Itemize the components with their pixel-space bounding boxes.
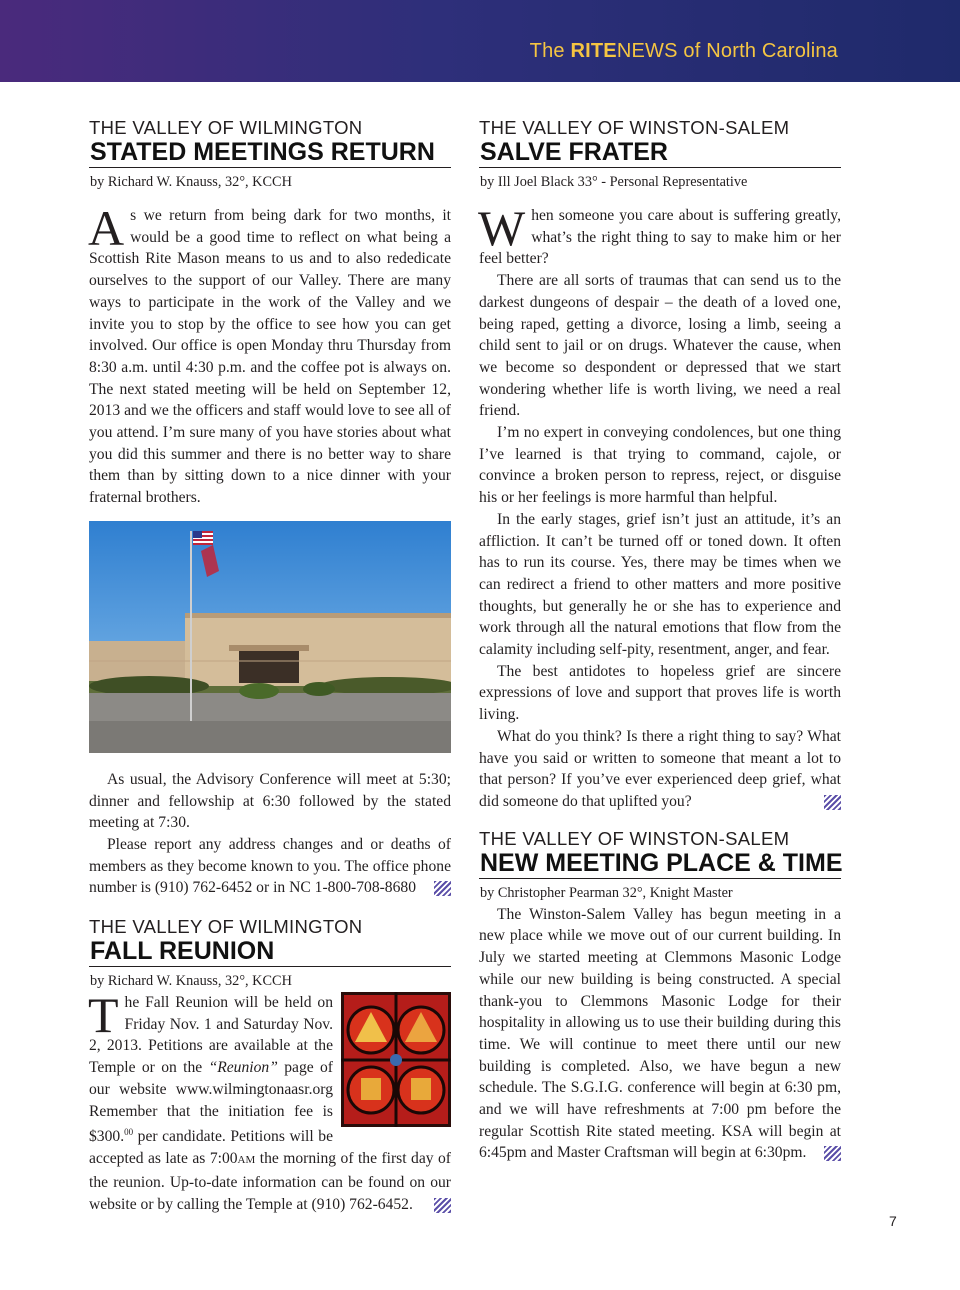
article-headline: NEW MEETING PLACE & TIME bbox=[480, 848, 843, 877]
article-body bbox=[88, 200, 451, 509]
paragraph-text: What do you think? Is there a right thing to say? What have you said or written to someone that meant a lot to that person? If you’ve ever experienced deep grief, what did someone do that uplifted you? bbox=[479, 727, 841, 810]
header-banner bbox=[0, 0, 960, 82]
paragraph-text: hen someone you care about is suffering greatly, what’s the right thing to say to make him or her feel better? bbox=[479, 207, 841, 268]
drop-cap: A bbox=[88, 200, 125, 256]
paragraph-text: the morning of the first day of the reunion. Up-to-date information can be found on our website or by calling the Temple at (910) 762-6452. bbox=[89, 1150, 451, 1213]
paragraph: The best antidotes to hopeless grief are sincere expressions of love and support that proves life is worth living. bbox=[479, 662, 841, 724]
article-kicker: THE VALLEY OF WILMINGTON bbox=[89, 117, 363, 138]
drop-cap: T bbox=[88, 987, 119, 1044]
small-caps-am: AM bbox=[237, 1154, 256, 1167]
article-headline: STATED MEETINGS RETURN bbox=[89, 138, 451, 168]
paragraph: As usual, the Advisory Conference will meet at 5:30; dinner and fellowship at 6:30 followed by the stated meeting at 7:30. bbox=[89, 770, 451, 832]
paragraph-text: s we return from being dark for two months, it would be a good time to reflect on what being a Scottish Rite Mason means to us and to also rededicate ourselves to the support of our Valley. There are many ways to participate in the work of the Valley and we invite you to stop by the office to see how you can get involved. Our office is open Monday thru Thursday from 8:30 a.m. until 4:30 p.m. and the coffee pot is always on. The next stated meeting will be held on September 12, 2013 and we the officers and staff would love to see all of you attend. I’m sure many of you have stories about what you did this summer and there is no better way to share them than by sitting down to a nice dinner with your fraternal brothers. bbox=[89, 207, 451, 507]
paragraph-text: per candidate. Petitions will be accepted as late as 7:00 bbox=[89, 1128, 333, 1168]
publication-title bbox=[530, 40, 838, 63]
temple-photo bbox=[89, 521, 451, 753]
drop-cap: W bbox=[478, 200, 526, 256]
title-suffix: of North Carolina bbox=[677, 40, 838, 62]
paragraph bbox=[88, 200, 451, 509]
paragraph: In the early stages, grief isn’t just an attitude, it’s an affliction. It can’t be turned off or toned down. It often has to run its course. Yes, there may be times when we can redirect a friend to other matters and more positive thoughts, but generally he or she has to experience and work through all the natural emotions that flow from the calamity including self-pity, resentment, anger, and fear. bbox=[479, 510, 841, 659]
article-kicker: THE VALLEY OF WINSTON-SALEM bbox=[479, 827, 790, 849]
title-rite: RITE bbox=[570, 40, 617, 62]
paragraph-text: he Fall Reunion will be held on Friday Nov. 1 and Saturday Nov. 2, 2013. Petitions are available at the Temple or on the bbox=[89, 994, 333, 1077]
end-mark-icon bbox=[824, 1146, 841, 1161]
stained-glass-image bbox=[341, 992, 451, 1127]
reunion-italic: “Reunion” bbox=[208, 1059, 278, 1077]
left-column bbox=[89, 118, 451, 1215]
right-column bbox=[479, 118, 841, 1164]
end-mark-icon bbox=[824, 795, 841, 810]
end-mark-icon bbox=[434, 881, 451, 896]
article-byline: by Richard W. Knauss, 32°, KCCH bbox=[90, 973, 292, 990]
article-byline: by Richard W. Knauss, 32°, KCCH bbox=[90, 174, 292, 190]
paragraph: There are all sorts of traumas that can send us to the darkest dungeons of despair – the death of a loved one, being raped, getting a divorce, losing a limb, seeing a child sent to jail or on drugs. Whatever the cause, when we become so despondent or depressed that we start wondering whether life is worth living, we need a real friend. bbox=[479, 272, 841, 420]
paragraph bbox=[479, 904, 841, 1164]
paragraph-text: Please report any address changes and or deaths of members as they become known to you. The office phone number is (910) 762-6452 or in NC 1-800-708-8680 bbox=[89, 835, 451, 897]
paragraph bbox=[479, 726, 841, 813]
article-kicker: THE VALLEY OF WINSTON-SALEM bbox=[479, 117, 790, 138]
article-kicker: THE VALLEY OF WILMINGTON bbox=[89, 916, 363, 938]
article-headline: SALVE FRATER bbox=[479, 138, 841, 168]
paragraph-text: The Winston-Salem Valley has begun meeting in a new place while we move out of our current building. In July we started meeting at Clemmons Masonic Lodge while our new building is being constructed. A special thank-you to Clemmons Masonic Lodge for their hospitality in allowing us to use their building during this time. We will continue to meet there until our new building is completed. Also, we have begun a new schedule. The S.G.I.G. conference will begin at 6:30 pm, and we will have refreshments at 7:00 pm before the regular Scottish Rite stated meeting. KSA will begin at 6:45pm and Master Craftsman will begin at 6:30pm. bbox=[479, 905, 841, 1162]
end-mark-icon bbox=[434, 1198, 451, 1213]
paragraph-text: page of our website www.wilmingtonaasr.org Remember that the initiation fee is $300. bbox=[89, 1059, 333, 1146]
superscript-cents: 00 bbox=[124, 1127, 134, 1138]
paragraph: I’m no expert in conveying condolences, but one thing I’ve learned is that trying to command, cajole, or convince a broken person to repress, reject, or disguise his or her feelings is more harmful than helpful. bbox=[479, 424, 841, 507]
article-byline: by Ill Joel Black 33° - Personal Representative bbox=[480, 174, 748, 190]
paragraph bbox=[89, 834, 451, 899]
title-news: NEWS bbox=[616, 40, 678, 62]
page-number: 7 bbox=[889, 1213, 897, 1229]
article-byline: by Christopher Pearman 32°, Knight Master bbox=[480, 884, 733, 901]
article-body-continued bbox=[89, 769, 451, 899]
new-meeting-article bbox=[479, 829, 841, 1164]
article-body bbox=[478, 200, 841, 813]
temple-building-image bbox=[89, 521, 451, 753]
paragraph bbox=[478, 200, 841, 270]
article-body bbox=[479, 904, 841, 1164]
article-headline: FALL REUNION bbox=[89, 937, 451, 967]
title-prefix: The bbox=[529, 40, 571, 62]
fall-reunion-article bbox=[89, 917, 451, 1215]
article-body bbox=[88, 987, 451, 1215]
